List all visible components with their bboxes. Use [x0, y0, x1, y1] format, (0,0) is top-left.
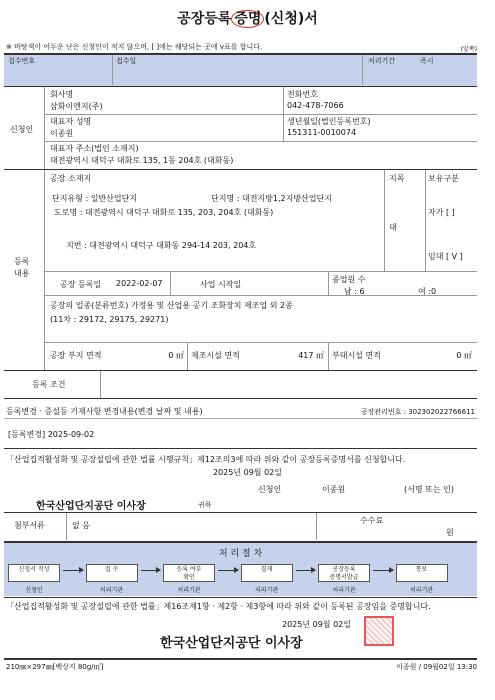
official-seal	[364, 616, 394, 646]
sign-instruction: (서명 또는 인)	[404, 485, 454, 494]
site-area-label: 공장 부지 면적	[50, 351, 102, 360]
phone-label: 전화번호	[287, 90, 318, 99]
conditions-label: 등록 조건	[32, 380, 66, 389]
process-arrow	[218, 570, 238, 571]
rep-label: 대표자 성명	[50, 117, 92, 126]
process-step: 접 수	[86, 564, 138, 582]
certificate-statement: 「산업집적활성화 및 공장설립에 관한 법률」제16조제1항 · 제2항 · 제3항에 따라 위와 같이 등록된 공장임을 증명합니다.	[6, 602, 431, 611]
op-start-label: 사업 시작일	[200, 280, 242, 289]
reg-date-value: 2022-02-07	[116, 279, 163, 288]
company-label: 회사명	[50, 90, 74, 99]
management-number: 공장관리번호 : 302302022766611	[360, 408, 475, 416]
applicant-section-label: 신청인	[10, 125, 34, 134]
title-post: (신청)서	[264, 11, 318, 27]
road-address: 도로명 : 대전광역시 대덕구 대화로 135, 203, 204호 (대화동)	[54, 208, 274, 217]
change-label: 등록변경 · 증설등 기재사항 변경내용(변경 날짜 및 내용)	[6, 407, 203, 416]
issued-info: 이종원 / 09월02일 13:30	[396, 663, 477, 671]
process-actor: 처리기관	[254, 587, 279, 594]
page-side: (앞쪽)	[460, 46, 477, 53]
complex-name: 단지명 : 대전지방1,2지방산업단지	[211, 194, 332, 203]
fee-label: 수수료	[360, 516, 384, 525]
employee-label: 종업원 수	[332, 275, 366, 284]
mfg-area-value: 417 ㎡	[298, 351, 324, 360]
employee-female: 여 :0	[418, 287, 437, 296]
period-value: 즉시	[420, 57, 434, 65]
process-actor: 처리기관	[409, 587, 434, 594]
process-actor: 처리기관	[332, 587, 356, 594]
process-step: 통보	[396, 564, 448, 582]
location-label: 공장 소재지	[50, 174, 92, 183]
ownership-lease: 임대 [ V ]	[428, 252, 463, 261]
recipient-name: 한국산업단지공단 이사장	[36, 501, 146, 512]
ownership-self: 자가 [ ]	[428, 208, 455, 217]
recipient-honorific: 귀하	[198, 501, 212, 509]
process-step: 공장등록 증명서발급	[318, 564, 370, 582]
title-pre: 공장등록	[177, 11, 232, 27]
reg-section-label-2: 내용	[14, 269, 30, 278]
period-label: 처리기간	[368, 57, 396, 65]
birth-label: 생년월일(법인등록번호)	[287, 117, 371, 126]
ownership-label: 보유구분	[428, 174, 459, 183]
rep-value: 이종원	[50, 129, 74, 138]
land-category-value: 대	[389, 223, 397, 232]
process-step: 등록 여부 확인	[163, 564, 215, 582]
reg-section-label-1: 등록	[14, 257, 30, 266]
process-actor: 처리기관	[177, 587, 201, 594]
employee-male: 남 : 6	[344, 287, 365, 296]
addr-label: 대표자 주소(법인 소재지)	[50, 144, 139, 153]
receipt-row	[4, 53, 477, 87]
application-statement: 「산업집적활성화 및 공장설립에 관한 법률 시행규칙」제12조의3에 따라 위와 같이 공장등록증명서를 신청합니다.	[6, 455, 406, 464]
process-arrow	[141, 570, 161, 571]
process-arrow	[63, 570, 83, 571]
process-arrow	[296, 570, 316, 571]
aux-area-label: 부대시설 면적	[332, 351, 381, 360]
applicant-sign-label: 신청인	[258, 485, 282, 494]
receipt-no-label: 접수번호	[8, 57, 36, 65]
aux-area-value: 0 ㎡	[456, 351, 472, 360]
site-area-value: 0 ㎡	[168, 351, 184, 360]
process-arrow	[373, 570, 393, 571]
notice-text: ※ 바탕색이 어두운 난은 신청인이 적지 않으며, [ ]에는 해당되는 곳에 v표를 합니다.	[6, 43, 263, 51]
process-actor: 처리기관	[99, 587, 124, 594]
receipt-date-label: 접수일	[116, 57, 137, 65]
fee-unit: 원	[446, 528, 454, 537]
land-category-label: 지목	[389, 174, 405, 183]
industry-line-2: (11차 : 29172, 29175, 29271)	[50, 315, 169, 324]
company-value: 삼화이엔지(주)	[50, 102, 103, 111]
process-actor: 신청인	[25, 587, 43, 594]
process-step: 결재	[241, 564, 293, 582]
industry-line-1: 공장의 업종(분류번호) 가정용 및 산업용 공기 조화장치 제조업 외 2종	[50, 301, 293, 310]
paper-spec: 210㎜×297㎜[백상지 80g/㎡]	[6, 663, 104, 671]
process-step: 신청서 작성	[8, 564, 60, 582]
process-title: 처 리 절 차	[218, 549, 263, 559]
birth-value: 151311-0010074	[287, 128, 357, 137]
change-entry: [등록변경] 2025-09-02	[8, 430, 95, 439]
lot-address: 지번 : 대전광역시 대덕구 대화동 294-14 203, 204호	[66, 241, 257, 250]
addr-value: 대전광역시 대덕구 대화로 135, 1동 204호 (대화동)	[50, 156, 234, 165]
phone-value: 042-478-7066	[287, 101, 344, 110]
attach-value: 없 음	[72, 521, 90, 530]
certificate-date: 2025년 09월 02일	[282, 620, 351, 629]
application-date: 2025년 09월 02일	[213, 468, 282, 477]
page-title	[0, 8, 495, 28]
attach-label: 첨부서류	[14, 521, 45, 530]
title-circled: 증명	[231, 10, 264, 28]
reg-date-label: 공장 등록일	[60, 280, 102, 289]
mfg-area-label: 제조시설 면적	[191, 351, 240, 360]
issuer-name: 한국산업단지공단 이사장	[160, 636, 303, 651]
complex-type: 단지유형 : 일반산업단지	[52, 194, 138, 203]
applicant-sign-name: 이종원	[322, 485, 346, 494]
